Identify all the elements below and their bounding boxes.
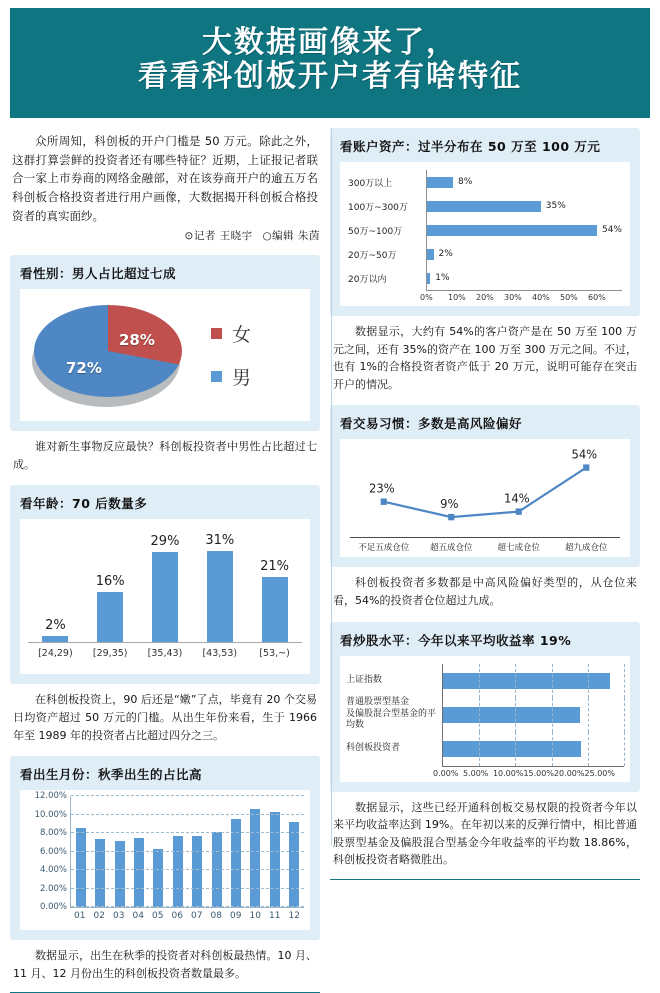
content-columns [10,128,650,993]
trading-marker [516,509,522,515]
returns-xtick: 0.00% [433,768,459,778]
returns-row [346,664,624,698]
assets-category-label: 100万~300万 [348,202,408,213]
intro-paragraph: 众所周知，科创板的开户门槛是 50 万元。除此之外，这群打算尝鲜的投资者还有哪些特征？近期，上证报记者联合一家上市券商的网络金融部，对在该券商开户的逾五万名科创板合格投资者进行用户画像，大数据揭开科创板合格投资者的真实面纱。 [12,134,318,223]
returns-category-line: 普通股票型基金 [346,697,410,708]
month-axis-label: 07 [191,911,203,922]
month-axis-label: 04 [132,911,144,922]
returns-category-line: 科创板投资者 [346,742,401,753]
legend-item-female [211,320,306,347]
month-axis-label: 03 [113,911,125,922]
age-axis-label: [24,29) [38,648,73,660]
returns-gridline [515,732,516,766]
month-gridline [39,865,304,876]
returns-xtick: 25.00% [584,768,615,778]
assets-track [426,170,622,194]
returns-gridline [624,664,625,698]
byline [10,228,320,243]
returns-gridline [552,698,553,732]
assets-bar [427,177,453,188]
month-ytick: 4.00% [39,865,67,876]
gender-pie-chart [20,289,310,421]
returns-gridline [624,698,625,732]
month-bar [173,836,183,907]
returns-gridline [479,698,480,732]
assets-track [426,194,622,218]
month-axis-label: 05 [152,911,164,922]
assets-bar-value: 1% [435,273,450,283]
column-divider [331,128,332,845]
month-axis-label: 06 [171,911,183,922]
age-bar-value: 31% [205,533,235,549]
assets-row [348,242,622,266]
returns-category-line: 及偏股混合型基金的平均数 [346,708,437,731]
trading-axis-label: 超九成仓位 [564,543,608,554]
trading-axis-label: 超七成仓位 [497,543,540,554]
assets-bar [427,249,434,260]
age-bar [97,592,123,642]
month-gridline [39,846,304,857]
assets-track [426,266,622,290]
assets-xtick: 50% [560,293,578,302]
month-axis-label: 11 [269,911,281,922]
returns-category-label [346,675,442,687]
panel-age-title: 看年龄：70 后数量多 [20,496,148,512]
age-bar-value: 16% [95,574,125,590]
assets-xtick: 0% [420,293,433,302]
age-axis [28,643,302,659]
bottom-divider-right [330,879,640,880]
assets-row [348,170,622,194]
age-bar-value: 2% [45,618,66,634]
age-bar-item [140,533,189,642]
month-ytick: 12.00% [34,791,67,802]
trading-axis-label: 超五成仓位 [429,543,473,554]
month-axis-label: 09 [230,911,242,922]
age-axis-label: [35,43) [147,648,183,660]
assets-category-label: 20万~50万 [348,250,397,261]
legend-swatch-male [211,371,222,382]
assets-xtick: 10% [448,293,466,302]
month-gridline [34,809,304,820]
birth-month-grid [34,791,304,913]
assets-track [426,242,622,266]
month-ytick: 6.00% [39,846,67,857]
panel-gender-title: 看性别：男人占比超过七成 [20,266,177,282]
returns-xtick: 15.00% [523,768,554,778]
month-ytick: 2.00% [39,883,67,894]
trading-axis-label: 不足五成仓位 [358,543,410,554]
age-axis-label: [29,35) [92,648,128,660]
age-bar [262,577,288,642]
panel-assets-title: 看账户资产：过半分布在 50 万至 100 万元 [340,139,601,154]
caption-age: 在科创板投资上，90 后还是“嫩”了点，毕竟有 20 个交易日均资产超过 50 万元的门槛。从出生年份来看，生于 1966 年至 1989 年的投资者占比超过四分之三。 [13,693,317,742]
returns-xtick: 5.00% [462,768,489,778]
pie-slices [34,305,182,397]
header-title-line2: 看看科创板开户者有啥特征 [138,59,522,94]
assets-xtick: 20% [476,293,494,302]
age-bar [42,636,68,642]
returns-gridline [588,698,589,732]
returns-axis [433,766,624,778]
age-bar-item [195,533,244,642]
trading-value-label: 23% [368,481,395,497]
right-column [330,128,640,993]
assets-bar-value: 2% [438,249,453,259]
caption-gender: 谁对新生事物反应最快？科创板投资者中男性占比超过七成。 [13,440,317,471]
caption-birth-month: 数据显示，出生在秋季的投资者对科创板最热情。10 月、11 月、12 月份出生的科创板投资者数量最多。 [13,949,317,980]
returns-category-label [346,697,442,732]
returns-bar [443,673,610,689]
birth-month-axis [70,908,304,921]
age-bar-value: 29% [150,534,180,549]
assets-xtick: 60% [588,293,606,302]
returns-gridline [588,732,589,766]
returns-gridline [515,664,516,698]
month-ytick: 0.00% [39,902,67,913]
returns-bar-chart [340,656,630,782]
month-ytick: 10.00% [34,809,67,820]
assets-row [348,194,622,218]
trading-marker [381,499,387,505]
assets-xtick: 40% [532,293,550,302]
panel-returns-title: 看炒股水平：今年以来平均收益率 19% [340,632,572,648]
page-header [10,8,650,118]
assets-xtick: 30% [504,293,522,302]
pie-area [24,293,199,417]
panel-gender [10,255,320,431]
returns-gridline [515,698,516,732]
panel-trading-title: 看交易习惯：多数是高风险偏好 [340,416,523,432]
returns-row [346,732,624,766]
age-bar-item [250,533,299,642]
trading-value-label: 14% [503,491,530,507]
month-axis-label: 12 [288,911,300,922]
month-gridline [39,828,304,839]
panel-returns [330,622,640,792]
caption-trading: 科创板投资者多数都是中高风险偏好类型的，从仓位来看，54%的投资者仓位超过九成。 [333,576,637,607]
panel-assets [330,128,640,316]
age-bar-item [31,533,80,642]
panel-birth-month-title: 看出生月份：秋季出生的占比高 [20,767,203,783]
legend-item-male [211,363,306,390]
byline-reporter: ⊙记者 王晓宇 [184,230,253,243]
trading-value-label: 54% [571,447,598,463]
returns-rows [346,664,624,766]
panel-birth-month [10,756,320,940]
trading-value-label: 9% [440,497,459,512]
returns-bar [443,707,580,723]
assets-bar [427,225,597,236]
assets-bar [427,201,541,212]
returns-category-label [346,743,442,755]
assets-bar-value: 54% [601,225,622,235]
month-bar [134,838,144,907]
panel-age [10,485,320,684]
age-bar-value: 21% [260,558,290,574]
age-axis-label: [53,~) [259,648,290,660]
month-bar [250,809,260,907]
assets-row [348,266,622,290]
returns-gridline [479,732,480,766]
returns-category-line: 上证指数 [346,674,383,685]
returns-row [346,698,624,732]
month-gridline [39,883,304,894]
returns-track [442,732,624,766]
assets-track [426,218,622,242]
month-bar [270,812,280,907]
assets-axis [420,290,622,302]
age-axis-label: [43,53) [202,648,238,660]
returns-gridline [552,664,553,698]
month-axis-label: 10 [249,911,261,922]
month-bar [153,849,163,907]
assets-rows [348,170,622,290]
assets-category-label: 20万以内 [348,274,387,285]
age-bar [207,551,233,642]
month-axis-label: 08 [210,911,222,922]
age-bar-item [86,533,135,642]
returns-gridline [552,732,553,766]
month-ytick: 8.00% [39,828,67,839]
month-gridline [34,791,304,802]
assets-bar [427,273,430,284]
assets-row [348,218,622,242]
legend-swatch-female [211,328,222,339]
caption-returns: 数据显示，这些已经开通科创板交易权限的投资者今年以来平均收益率达到 19%。在年初以来的反弹行情中，相比普通股票型基金及偏股混合型基金今年收益率的平均数 18.86%，科创板投资者略微胜出。 [333,800,637,867]
returns-gridline [624,732,625,766]
returns-xtick: 10.00% [492,768,524,778]
month-bar [76,828,86,908]
trading-line-svg [350,445,620,537]
returns-track [442,698,624,732]
assets-category-label: 50万~100万 [348,226,403,237]
returns-gridline [588,664,589,698]
returns-bar [443,741,581,757]
assets-bar-value: 35% [545,201,566,211]
age-bars [28,533,302,643]
birth-month-chart [20,790,310,930]
legend-label-male: 男 [232,367,252,390]
panel-trading [330,405,640,567]
left-column [10,128,320,993]
assets-bar-value: 8% [458,177,473,187]
month-gridline [39,902,304,913]
byline-editor: ○编辑 朱茵 [262,230,320,243]
trading-axis [350,537,620,553]
header-title-line1: 大数据画像来了， [202,25,458,61]
pie-label-female: 28% [119,331,155,350]
pie-label-male: 72% [66,359,102,378]
trading-marker [583,465,589,471]
returns-track [442,664,624,698]
month-bar [192,836,202,907]
pie-legend [199,304,306,406]
month-bar [289,822,299,907]
assets-bar-chart [340,162,630,306]
returns-xtick: 20.00% [553,768,585,778]
legend-label-female: 女 [232,324,252,347]
age-bar-chart [20,519,310,674]
trading-marker [448,514,454,520]
month-axis-label: 01 [74,911,86,922]
trading-line-chart [340,439,630,557]
trading-line [384,468,587,517]
assets-category-label: 300万以上 [348,178,393,189]
age-bar [152,552,178,642]
caption-assets: 数据显示，大约有 54%的客户资产是在 50 万至 100 万元之间，还有 35%的资产在 100 万至 300 万元之间。不过，也有 1%的合格投资者资产低于 20 万元，说明可能存在突击开户的情况。 [333,325,637,391]
returns-gridline [479,664,480,698]
month-axis-label: 02 [93,911,105,922]
